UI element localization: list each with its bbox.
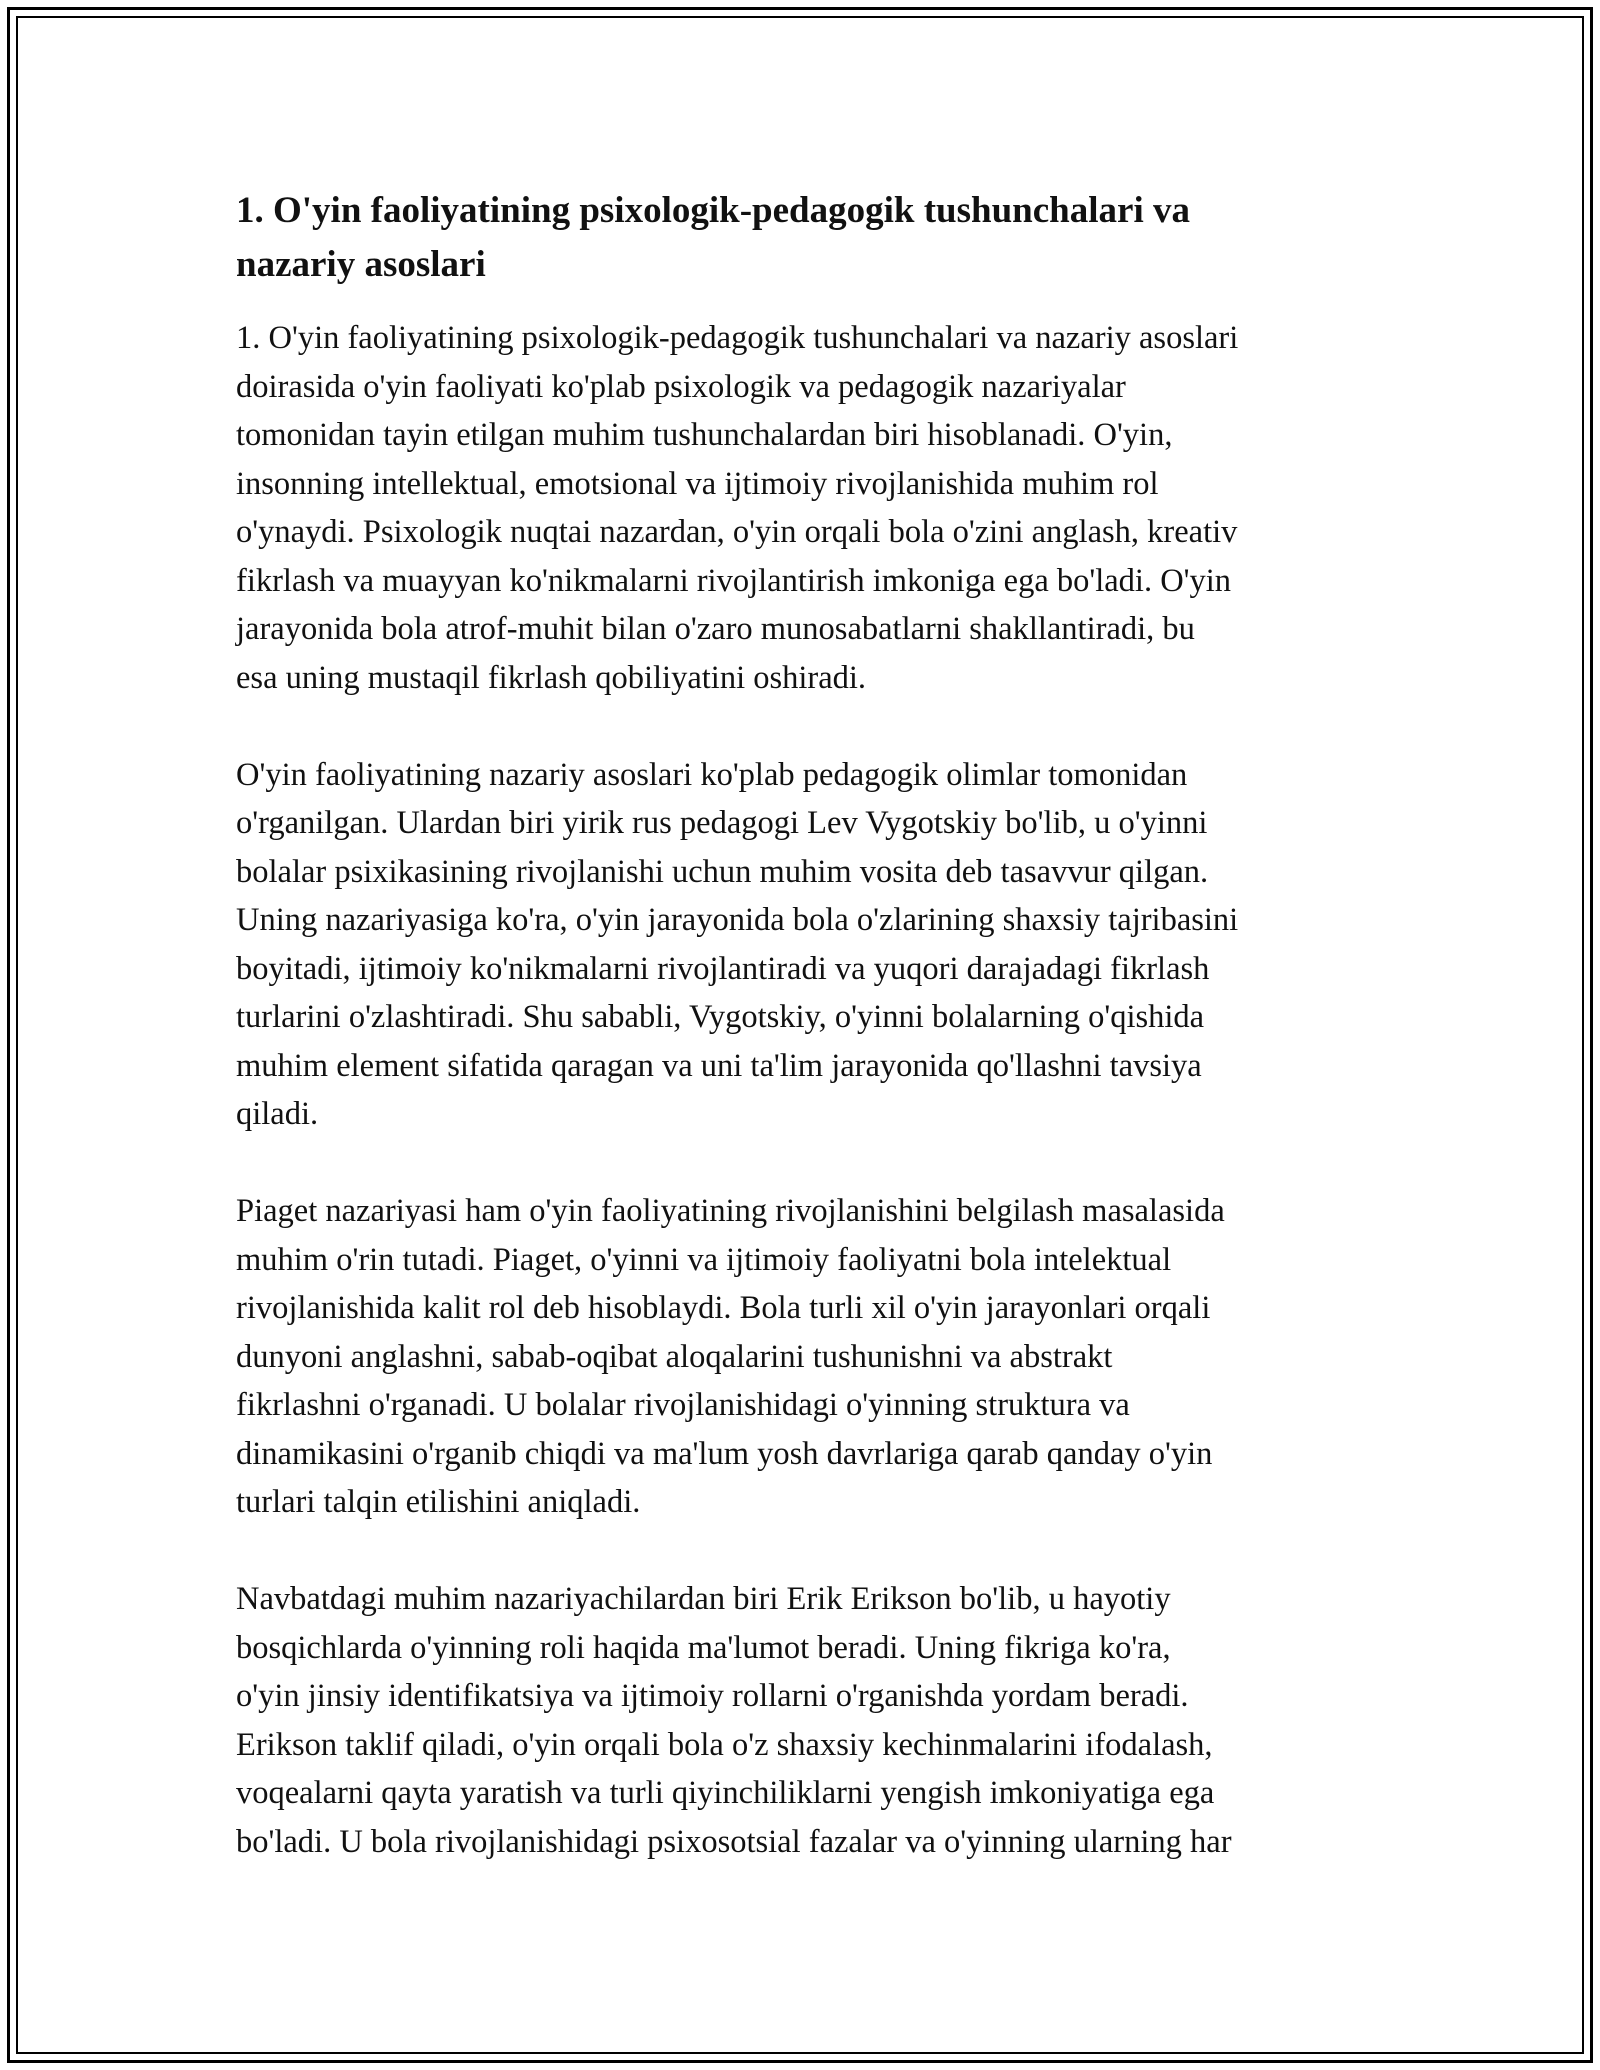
text-line: jarayonida bola atrof-muhit bilan o'zaro munosabatlarni shakllantiradi, bu (236, 611, 1195, 647)
text-line: rivojlanishida kalit rol deb hisoblaydi. Bola turli xil o'yin jarayonlari orqali (236, 1290, 1211, 1326)
text-line: esa uning mustaqil fikrlash qobiliyatini oshiradi. (236, 659, 867, 696)
text-line: bolalar psixikasining rivojlanishi uchun muhim vosita deb tasavvur qilgan. (236, 853, 1209, 890)
text-line: 1. O'yin faoliyatining psixologik-pedagogik tushunchalari va nazariy asoslari (236, 320, 1239, 356)
heading-line: nazariy asoslari (236, 244, 486, 285)
text-line: o'rganilgan. Ulardan biri yirik rus pedagogi Lev Vygotskiy bo'lib, u o'yinni (236, 805, 1208, 841)
text-line: boyitadi, ijtimoiy ko'nikmalarni rivojlantiradi va yuqori darajadagi fikrlash (236, 950, 1210, 987)
text-line: muhim o'rin tutadi. Piaget, o'yinni va ijtimoiy faoliyatni bola intelektual (236, 1241, 1172, 1278)
heading-line: 1. O'yin faoliyatining psixologik-pedagogik tushunchalari va (236, 190, 1190, 231)
text-line: turlarini o'zlashtiradi. Shu sababli, Vygotskiy, o'yinni bolalarning o'qishida (236, 999, 1205, 1035)
text-line: Navbatdagi muhim nazariyachilardan biri Erik Erikson bo'lib, u hayotiy (236, 1581, 1171, 1617)
text-line: dunyoni anglashni, sabab-oqibat aloqalarini tushunishni va abstrakt (236, 1338, 1113, 1375)
text-line: o'ynaydi. Psixologik nuqtai nazardan, o'yin orqali bola o'zini anglash, kreativ (236, 514, 1238, 550)
text-line: bosqichlarda o'yinning roli haqida ma'lumot beradi. Uning fikriga ko'ra, (236, 1629, 1171, 1666)
text-line: bo'ladi. U bola rivojlanishidagi psixosotsial fazalar va o'yinning ularning har (236, 1823, 1232, 1860)
paragraph-intro (236, 314, 1376, 702)
text-line: fikrlashni o'rganadi. U bolalar rivojlanishidagi o'yinning struktura va (236, 1387, 1130, 1423)
section-heading (236, 184, 1376, 292)
text-line: voqealarni qayta yaratish va turli qiyinchiliklarni yengish imkoniyatiga ega (236, 1775, 1215, 1811)
text-line: muhim element sifatida qaragan va uni ta'lim jarayonida qo'llashni tavsiya (236, 1047, 1202, 1084)
paragraph-piaget (236, 1187, 1376, 1527)
text-line: Piaget nazariyasi ham o'yin faoliyatining rivojlanishini belgilash masalasida (236, 1193, 1225, 1229)
text-line: qiladi. (236, 1096, 319, 1132)
paragraph-vygotskiy (236, 751, 1376, 1139)
text-line: doirasida o'yin faoliyati ko'plab psixologik va pedagogik nazariyalar (236, 368, 1126, 405)
text-line: dinamikasini o'rganib chiqdi va ma'lum yosh davrlariga qarab qanday o'yin (236, 1435, 1213, 1472)
text-line: o'yin jinsiy identifikatsiya va ijtimoiy rollarni o'rganishda yordam beradi. (236, 1678, 1189, 1714)
text-line: insonning intellektual, emotsional va ijtimoiy rivojlanishida muhim rol (236, 465, 1159, 502)
text-line: fikrlash va muayyan ko'nikmalarni rivojlantirish imkoniga ega bo'ladi. O'yin (236, 562, 1232, 599)
text-line: Erikson taklif qiladi, o'yin orqali bola o'z shaxsiy kechinmalarini ifodalash, (236, 1726, 1213, 1763)
text-line: Uning nazariyasiga ko'ra, o'yin jarayonida bola o'zlarining shaxsiy tajribasini (236, 902, 1239, 938)
text-line: tomonidan tayin etilgan muhim tushunchalardan biri hisoblanadi. O'yin, (236, 417, 1173, 453)
text-line: turlari talqin etilishini aniqladi. (236, 1484, 641, 1520)
text-line: O'yin faoliyatining nazariy asoslari ko'plab pedagogik olimlar tomonidan (236, 756, 1188, 793)
document-body (236, 184, 1376, 1915)
paragraph-erikson (236, 1575, 1376, 1866)
